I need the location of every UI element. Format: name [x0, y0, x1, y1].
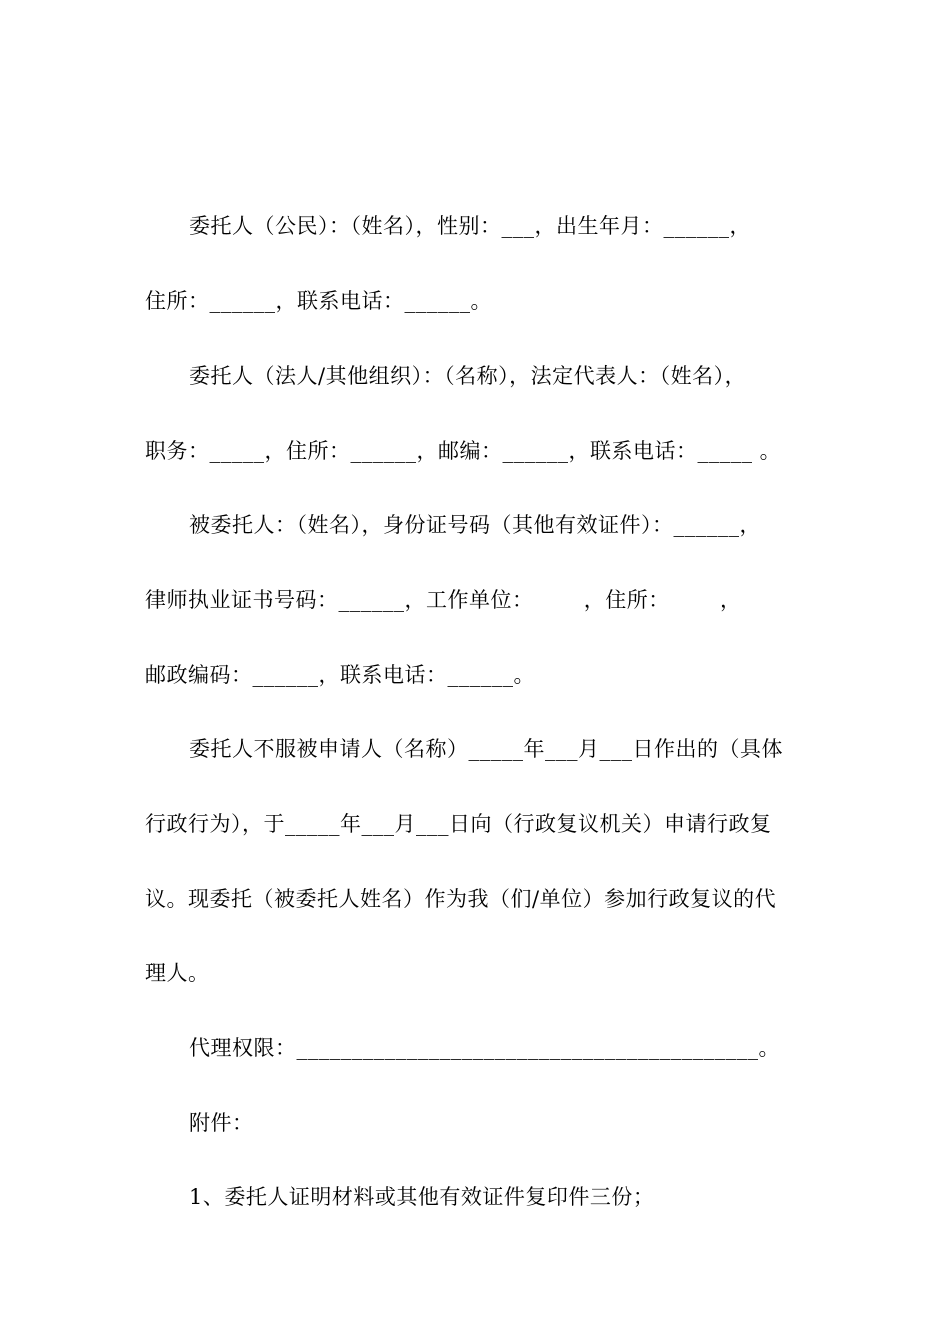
commission-paragraph-line-2: 行政行为），于_____年___月___日向（行政复议机关）申请行政复 [145, 812, 772, 836]
commission-paragraph-line-1: 委托人不服被申请人（名称）_____年___月___日作出的（具体 [189, 737, 783, 761]
principal-citizen-line-2: 住所：______，联系电话：______。 [145, 289, 492, 313]
principal-organization-line-2: 职务：_____，住所：______，邮编：______，联系电话：_____ 。 [145, 439, 782, 463]
principal-citizen-line-1: 委托人（公民）：（姓名），性别：___，出生年月：______， [189, 214, 751, 238]
agency-authority-line: 代理权限：__________________________________________。 [189, 1036, 780, 1060]
commission-paragraph-line-4: 理人。 [145, 961, 210, 985]
principal-organization-line-1: 委托人（法人/其他组织）：（名称），法定代表人：（姓名）， [189, 364, 747, 388]
agent-line-1: 被委托人：（姓名），身份证号码（其他有效证件）：______， [189, 513, 761, 537]
agent-line-2: 律师执业证书号码：______，工作单位： ，住所： ， [145, 588, 742, 612]
attachment-item-1: 1、委托人证明材料或其他有效证件复印件三份； [189, 1185, 655, 1209]
agent-line-3: 邮政编码：______，联系电话：______。 [145, 663, 535, 687]
attachments-heading: 附件： [189, 1111, 254, 1135]
commission-paragraph-line-3: 议。现委托（被委托人姓名）作为我（们/单位）参加行政复议的代 [145, 887, 777, 911]
